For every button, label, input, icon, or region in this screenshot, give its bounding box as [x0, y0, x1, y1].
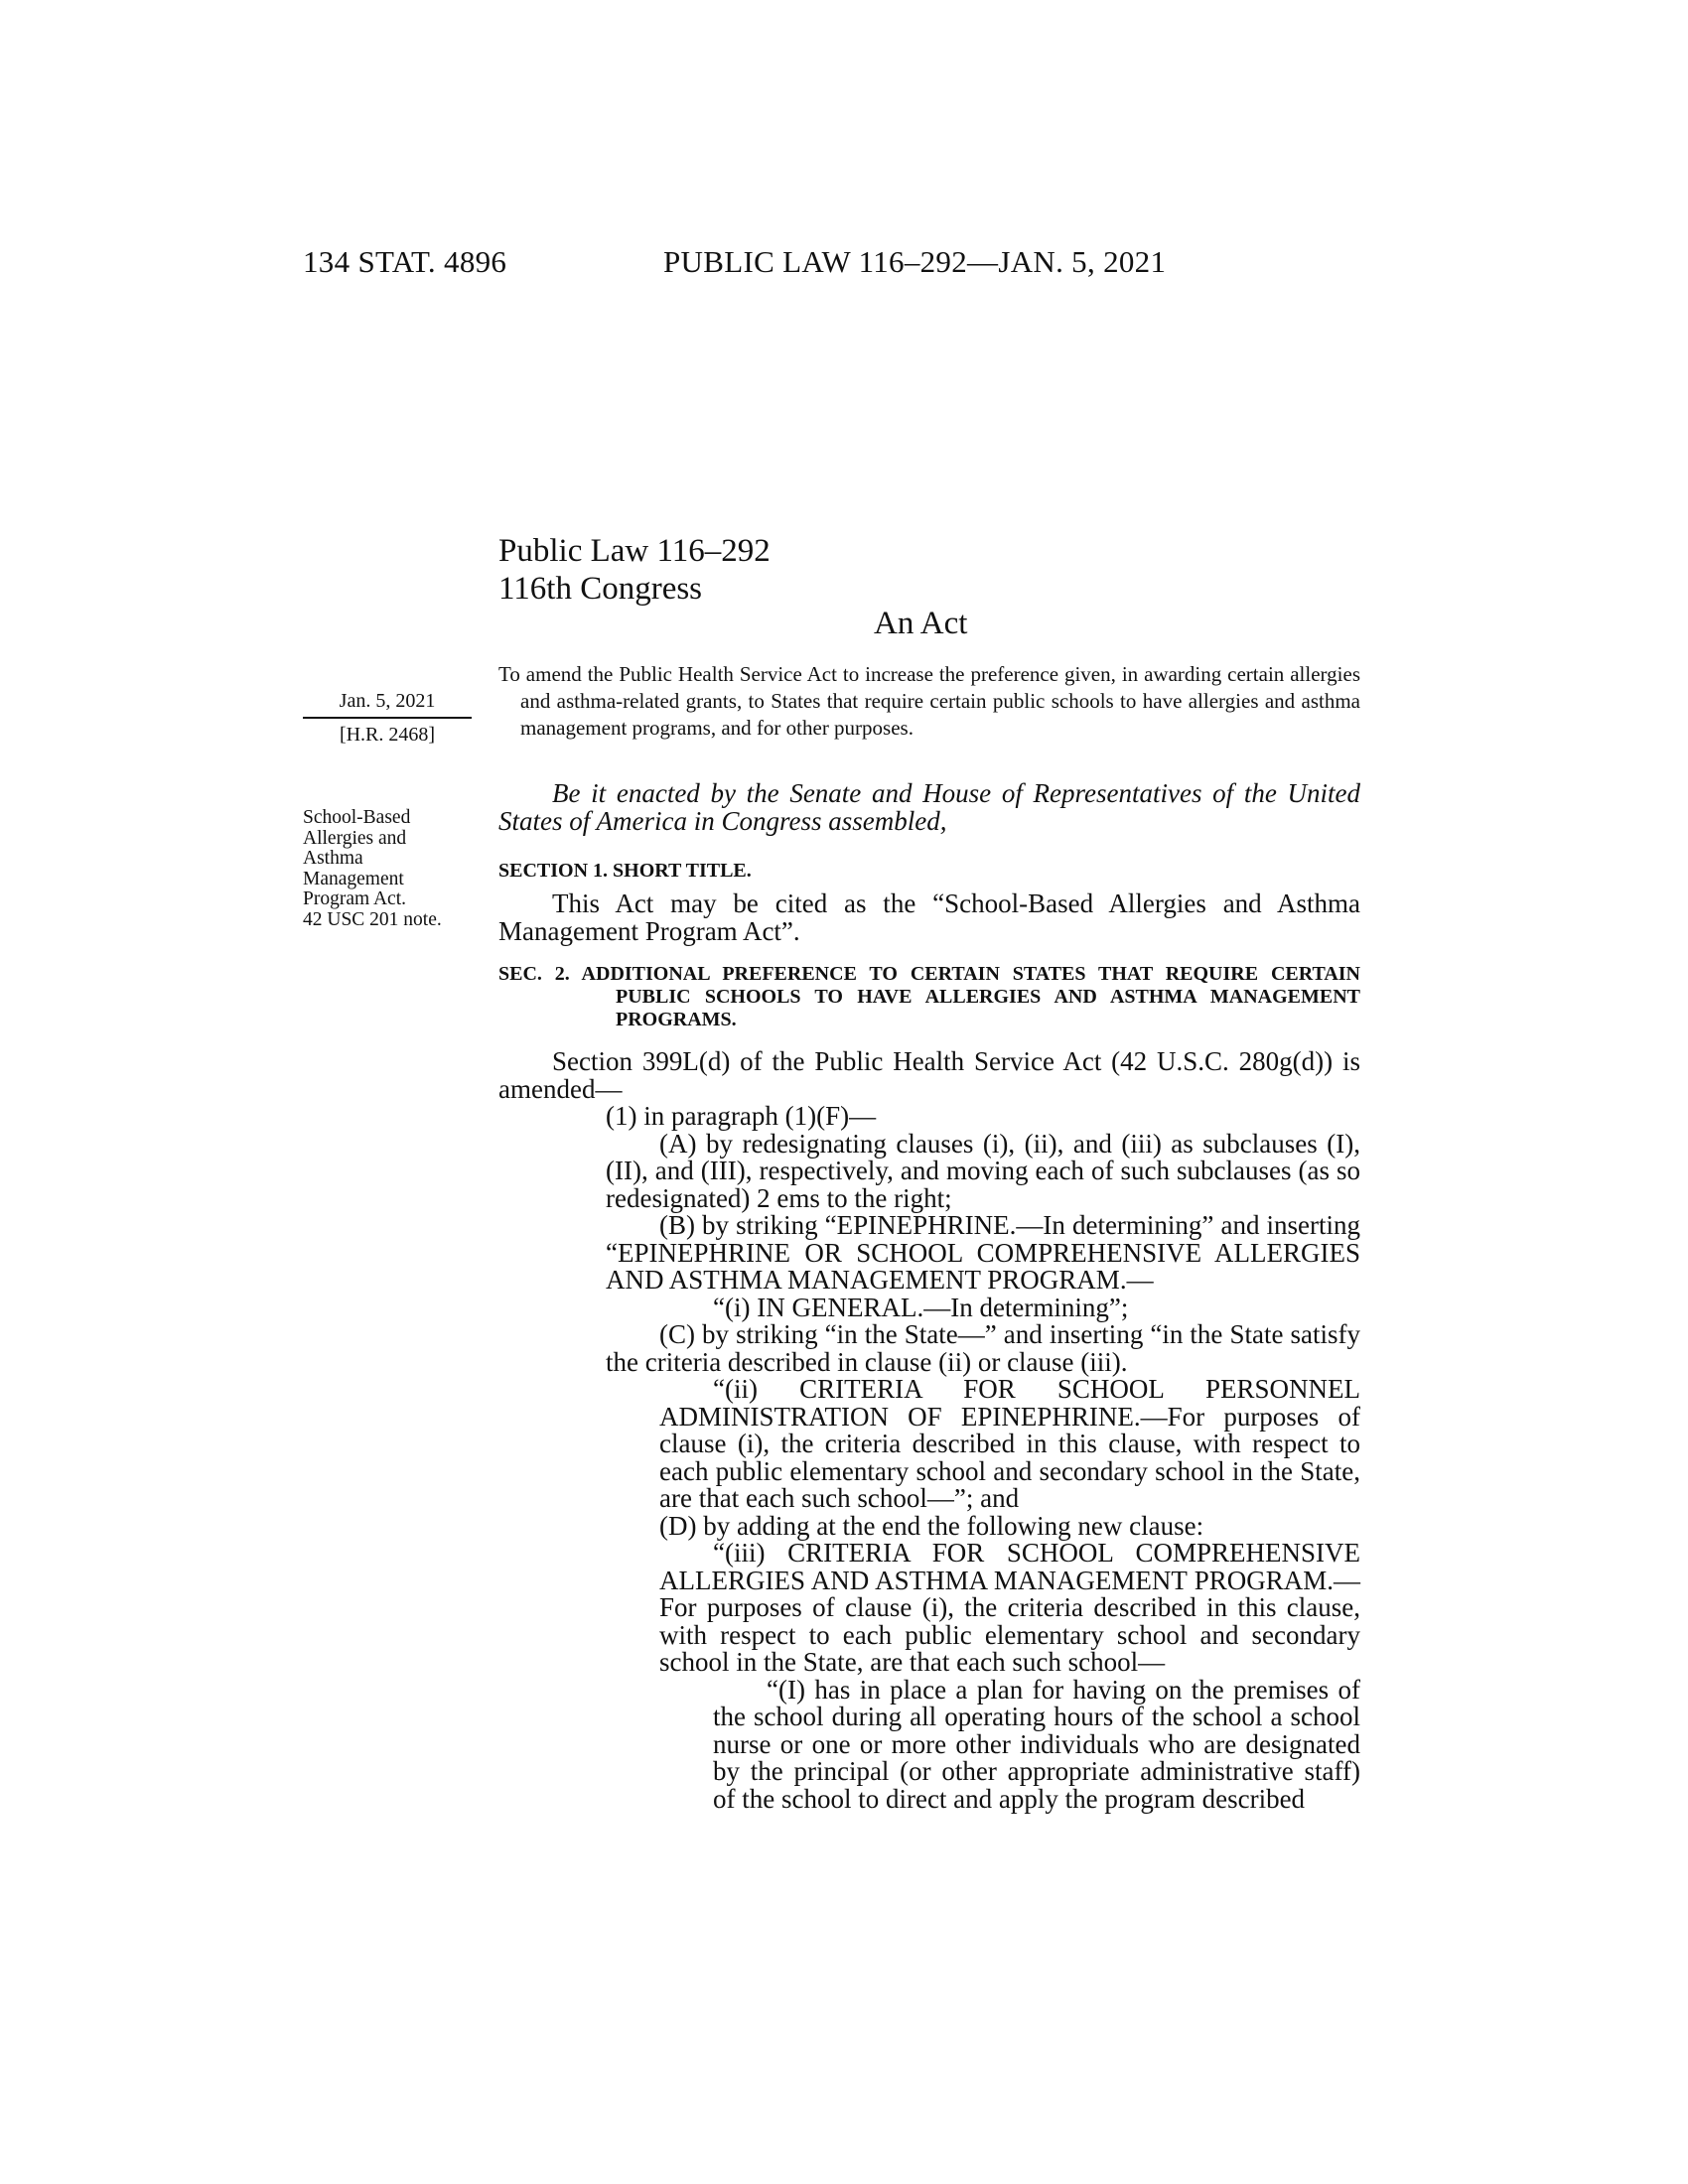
section-2-intro: Section 399L(d) of the Public Health Service Act (42 U.S.C. 280g(d)) is amended—: [498, 1046, 1360, 1104]
margin-note-line: Program Act.: [303, 888, 406, 909]
text: .—In determining” and inserting “: [606, 1210, 1360, 1268]
margin-note-line: School-Based: [303, 807, 411, 828]
clause-ii: [659, 1376, 1360, 1513]
subparagraph-c: (C) by striking “in the State—” and inserting “in the State satisfy the criteria described in clause (ii) or clause (iii).: [606, 1319, 1360, 1377]
text: (B) by striking “: [659, 1210, 837, 1240]
congress: 116th Congress: [498, 571, 703, 607]
section-2-body: [498, 1048, 1360, 1813]
small-caps-text: EPINEPHRINE: [836, 1210, 1010, 1240]
subparagraph-d: (D) by adding at the end the following new clause:: [659, 1510, 1204, 1541]
text: “(ii) C: [713, 1374, 818, 1404]
margin-note-line: 42 USC 201 note.: [303, 908, 442, 930]
enacting-clause: Be it enacted by the Senate and House of Representatives of the United States of America in Congress assembled,: [498, 778, 1360, 836]
enactment-date: Jan. 5, 2021: [339, 690, 436, 712]
margin-note-line: Management: [303, 868, 404, 889]
running-header: PUBLIC LAW 116–292—JAN. 5, 2021: [663, 244, 1167, 279]
text: .—In determining”;: [916, 1292, 1129, 1322]
margin-rule: [303, 717, 472, 719]
subparagraph-a-text: (A) by redesignating clauses (i), (ii), and (iii) as subclauses (I), (II), and (III), respectively, and moving each of such subclauses (as so redesignated) 2 ems to the right;: [606, 1128, 1360, 1213]
public-law-number: Public Law 116–292: [498, 533, 771, 569]
stat-page-number: 134 STAT. 4896: [303, 244, 507, 279]
long-title: To amend the Public Health Service Act to increase the preference given, in awarding certain allergies and asthma-related grants, to States that require certain public schools to have allergies and asthma management programs, and for other purposes.: [498, 662, 1360, 740]
margin-note: [303, 808, 482, 930]
subclause-I: “(I) has in place a plan for having on the premises of the school during all operating hours of the school a school nurse or one or more other individuals who are designated by the principal (or other appropriate administrative staff) of the school to direct and apply the program described: [713, 1674, 1360, 1814]
text: “(i) I: [713, 1292, 767, 1322]
text: .—For purposes of clause (i), the criteria described in this clause, with respect to each public elementary school and secondary school in the State, are that each such school—: [659, 1565, 1360, 1677]
clause-iii: [659, 1540, 1360, 1677]
small-caps-text: RITERIA FOR SCHOOL COMPREHENSIVE ALLERGIES AND ASTHMA MANAGEMENT PROGRAM: [659, 1538, 1360, 1595]
subparagraph-b: [606, 1212, 1360, 1295]
small-caps-text: EPINEPHRINE OR SCHOOL COMPREHENSIVE ALLERGIES AND ASTHMA MANAGEMENT PROGRAM: [606, 1237, 1360, 1295]
clause-i: [606, 1292, 1360, 1322]
text: .—For purposes of clause (i), the criteria described in this clause, with respect to each public elementary school and secondary school in the State, are that each such school—”; and: [659, 1401, 1360, 1513]
margin-note-line: Asthma: [303, 848, 363, 869]
small-caps-text: RITERIA FOR SCHOOL PERSONNEL ADMINISTRATION OF EPINEPHRINE: [659, 1374, 1361, 1432]
section-1-text: This Act may be cited as the “School-Based Allergies and Asthma Management Program Act”.: [498, 888, 1360, 946]
section-1-heading: SECTION 1. SHORT TITLE.: [498, 860, 752, 882]
paragraph-1: (1) in paragraph (1)(F)—: [606, 1101, 877, 1131]
law-title-block: [498, 532, 771, 608]
bill-number: [H.R. 2468]: [339, 724, 436, 746]
margin-date-box: [303, 688, 472, 749]
text: “(iii) C: [713, 1538, 806, 1568]
margin-note-line: Allergies and: [303, 827, 407, 849]
small-caps-text: N GENERAL: [766, 1292, 917, 1322]
section-2-heading: SEC. 2. ADDITIONAL PREFERENCE TO CERTAIN STATES THAT REQUIRE CERTAIN PUBLIC SCHOOLS TO HAVE ALLERGIES AND ASTHMA MANAGEMENT PROGRAMS.: [498, 963, 1360, 1030]
text: .—: [1119, 1265, 1154, 1295]
act-label: An Act: [874, 606, 968, 641]
subparagraph-a: [606, 1128, 1360, 1213]
